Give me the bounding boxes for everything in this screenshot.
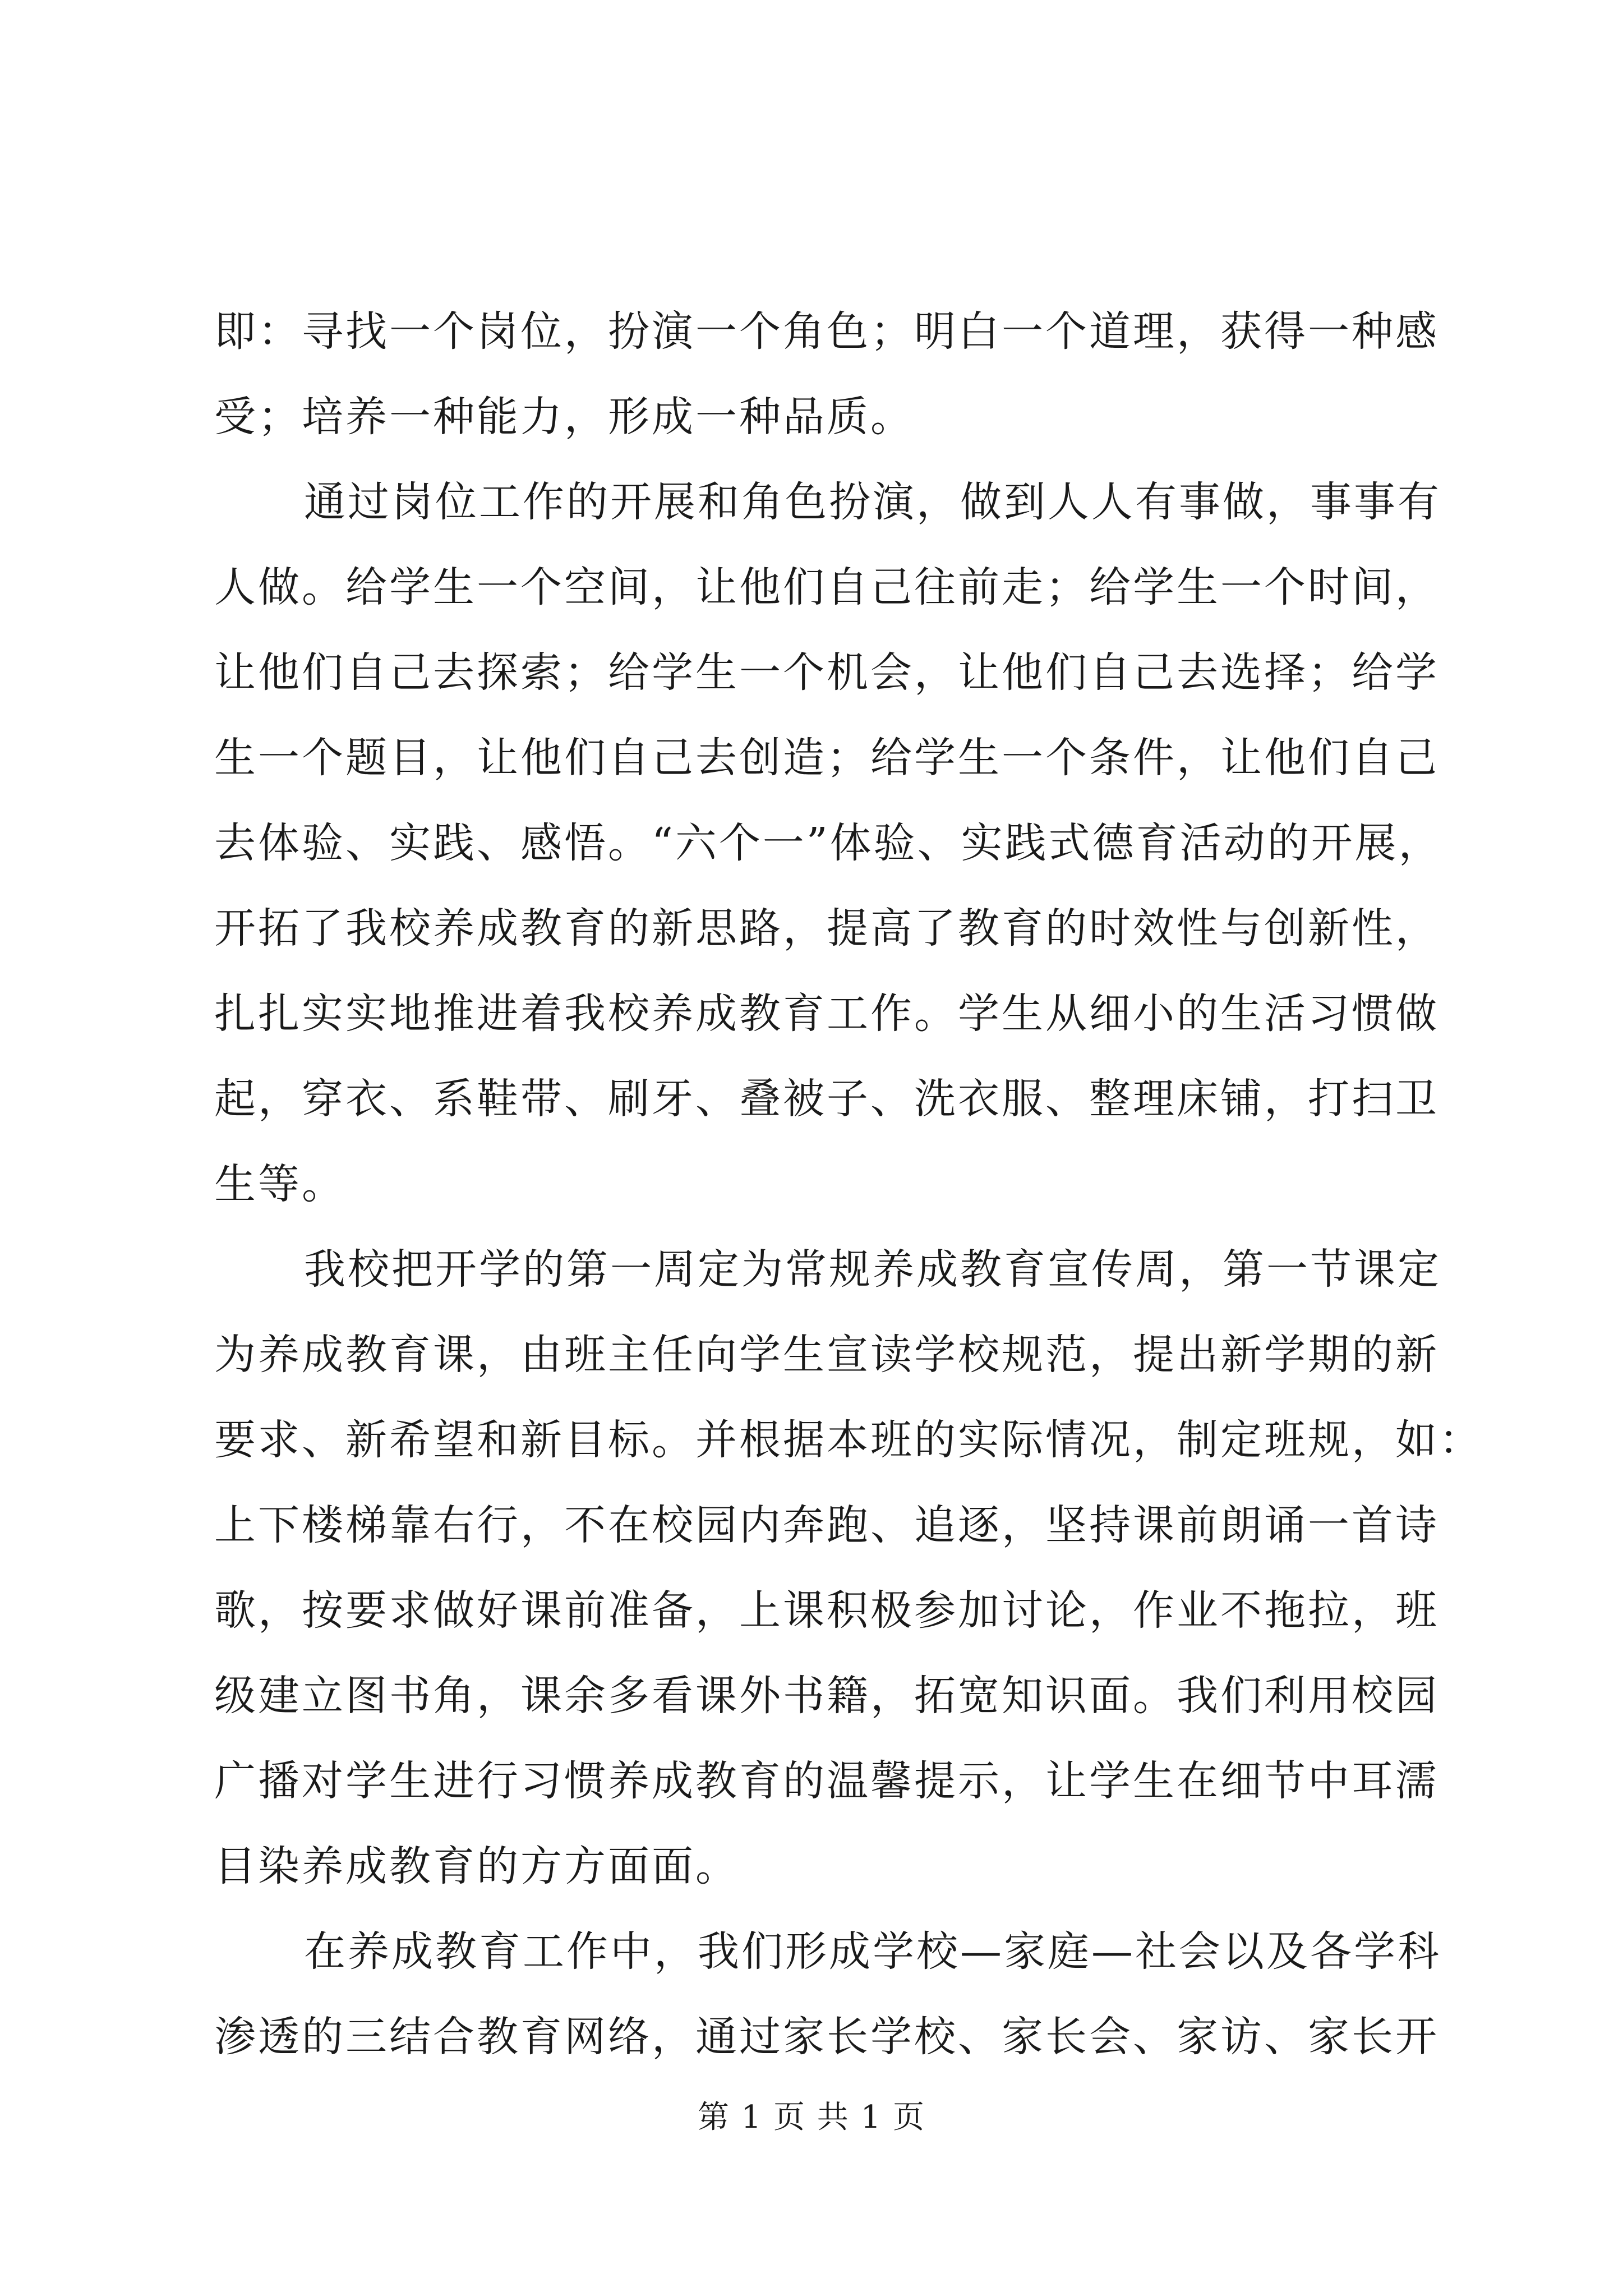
text-line: 开拓了我校养成教育的新思路，提高了教育的时效性与创新性， [214,904,1439,953]
text-line: 起，穿衣、系鞋带、刷牙、叠被子、洗衣服、整理床铺，打扫卫 [214,1075,1439,1123]
text-line: 渗透的三结合教育网络，通过家长学校、家长会、家访、家长开 [214,2013,1439,2061]
text-line: 受；培养一种能力，形成一种品质。 [214,393,914,441]
text-line: 为养成教育课，由班主任向学生宣读学校规范，提出新学期的新 [214,1331,1439,1379]
text-line: 扎扎实实地推进着我校养成教育工作。学生从细小的生活习惯做 [214,990,1439,1038]
text-line: 要求、新希望和新目标。并根据本班的实际情况，制定班规，如： [214,1416,1483,1464]
text-line: 广播对学生进行习惯养成教育的温馨提示，让学生在细节中耳濡 [214,1757,1439,1805]
text-line: 上下楼梯靠右行，不在校园内奔跑、追逐，坚持课前朗诵一首诗 [214,1501,1439,1549]
document-body [214,289,1483,2079]
text-line: 目染养成教育的方方面面。 [214,1842,739,1890]
text-line: 生等。 [214,1160,345,1208]
text-line: 让他们自己去探索；给学生一个机会，让他们自己去选择；给学 [214,648,1439,697]
page-footer: 第 1 页 共 1 页 [697,2099,926,2136]
text-line: 人做。给学生一个空间，让他们自己往前走；给学生一个时间， [214,563,1439,611]
text-line: 即：寻找一个岗位，扮演一个角色；明白一个道理，获得一种感 [214,307,1439,356]
paragraph-first-line: 通过岗位工作的开展和角色扮演，做到人人有事做，事事有 [304,478,1441,526]
paragraph-first-line: 在养成教育工作中，我们形成学校—家庭—社会以及各学科 [304,1927,1441,1976]
paragraph-first-line: 我校把开学的第一周定为常规养成教育宣传周，第一节课定 [304,1245,1441,1294]
text-line: 级建立图书角，课余多看课外书籍，拓宽知识面。我们利用校园 [214,1672,1439,1720]
text-line: 去体验、实践、感悟。“六个一”体验、实践式德育活动的开展， [214,819,1442,867]
text-line: 歌，按要求做好课前准备，上课积极参加讨论，作业不拖拉，班 [214,1586,1439,1635]
text-line: 生一个题目，让他们自己去创造；给学生一个条件，让他们自己 [214,734,1439,782]
